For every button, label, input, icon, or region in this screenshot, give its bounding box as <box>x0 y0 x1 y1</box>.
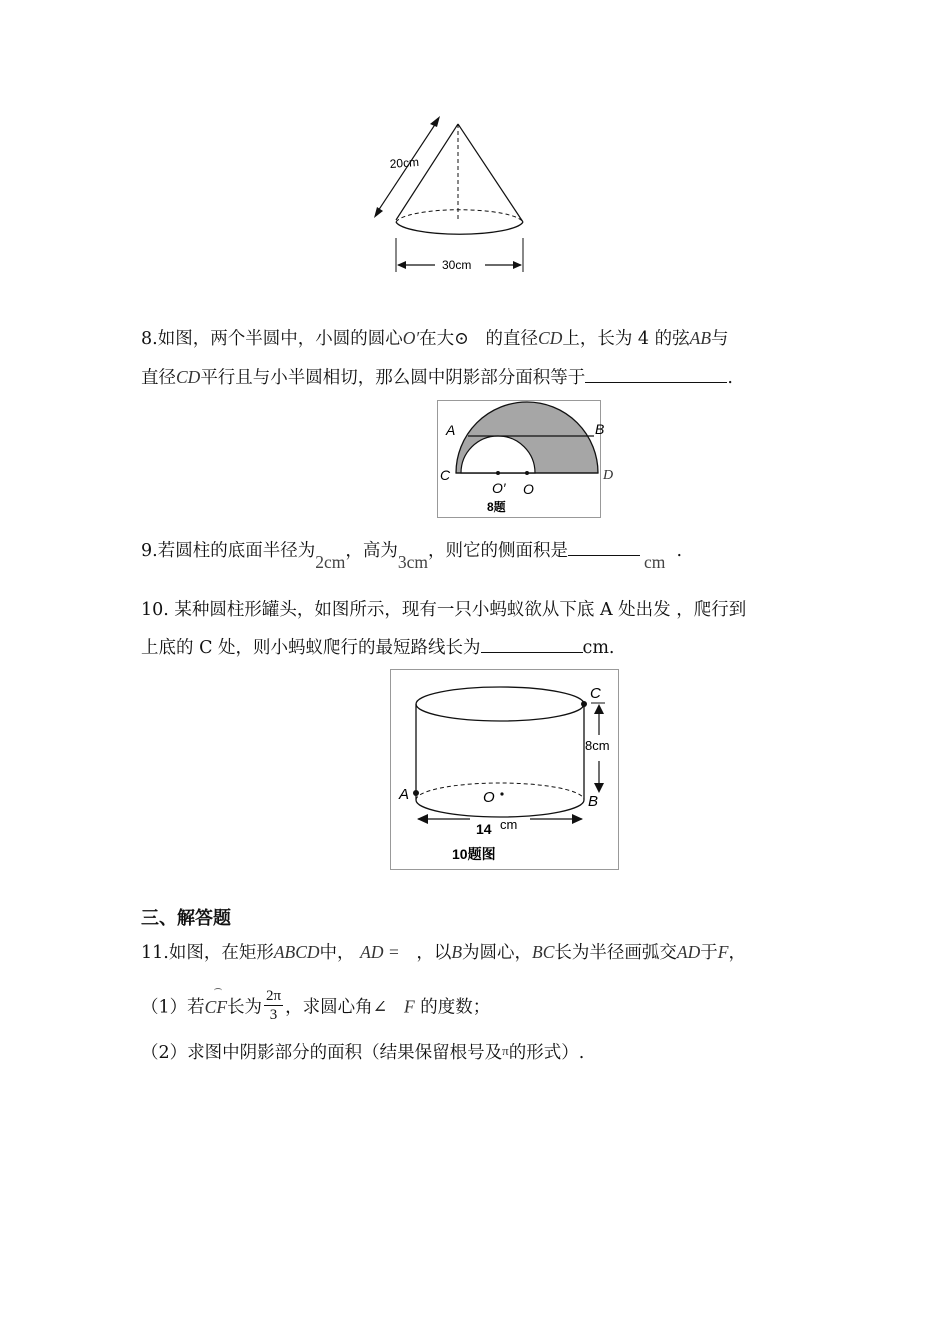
q8-label-A: A <box>446 422 456 438</box>
q10-line-1: 10. 某种圆柱形罐头，如图所示，现有一只小蚂蚁欲从下底 A 处出发 ，爬行到 <box>141 600 747 620</box>
q8-label-C: C <box>440 467 451 483</box>
fraction: $\frac{2\pi}{3}$ <box>266 988 282 1023</box>
arc-cf: CF <box>204 996 228 1017</box>
q8-label-B-visible: B <box>595 421 605 437</box>
q10-label-B: B <box>588 793 599 810</box>
section-3-title: 三、解答题 <box>141 908 231 929</box>
q8-label-D-outer: D <box>603 468 614 483</box>
q8-label-O: O <box>523 481 534 497</box>
arc-mark <box>214 988 222 993</box>
cone-width-label: 30cm <box>442 258 472 272</box>
q11-line-1: 11.如图，在矩形ABCD中， AD = ，以B为圆心，BC长为半径画弧交AD于F， <box>141 942 746 963</box>
q8-label-O1: O′ <box>492 480 506 496</box>
q8-caption: 8题 <box>487 500 506 514</box>
q8-line-2: 直径CD平行且与小半圆相切，那么圆中阴影部分面积等于 . <box>141 364 733 390</box>
q11-part-2: （2）求图中阴影部分的面积（结果保留根号及π的形式）. <box>141 1043 585 1063</box>
cone-figure <box>360 110 540 280</box>
q10-label-A: A <box>399 786 410 803</box>
q10-label-O: O <box>483 789 495 806</box>
q10-cylinder-figure <box>390 669 620 871</box>
q10-height-label: 8cm <box>585 738 610 753</box>
q10-caption: 10题图 <box>452 846 496 862</box>
q11-part-1: （1）若CF长为 $\frac{2\pi}{3}$ ，求圆心角∠ F 的度数； <box>141 988 491 1023</box>
q10-label-C: C <box>590 685 601 702</box>
q9-line: 9.若圆柱的底面半径为2cm，高为3cm，则它的侧面积是cm . <box>141 537 682 573</box>
q10-answer-blank[interactable] <box>481 634 583 653</box>
q8-answer-blank[interactable] <box>585 364 727 383</box>
q8-line-1: 8.如图，两个半圆中，小圆的圆心O′在大⊙ 的直径CD上，长为 4 的弦AB与 <box>141 328 729 349</box>
q10-line-2: 上底的 C 处，则小蚂蚁爬行的最短路线长为 cm. <box>141 634 614 660</box>
q10-width-unit: cm <box>500 817 518 832</box>
q10-width-number: 14 <box>476 821 492 837</box>
cone-slant-label: 20cm <box>389 154 420 171</box>
q9-answer-blank[interactable] <box>568 537 640 556</box>
q8-semicircle-figure <box>437 400 605 518</box>
